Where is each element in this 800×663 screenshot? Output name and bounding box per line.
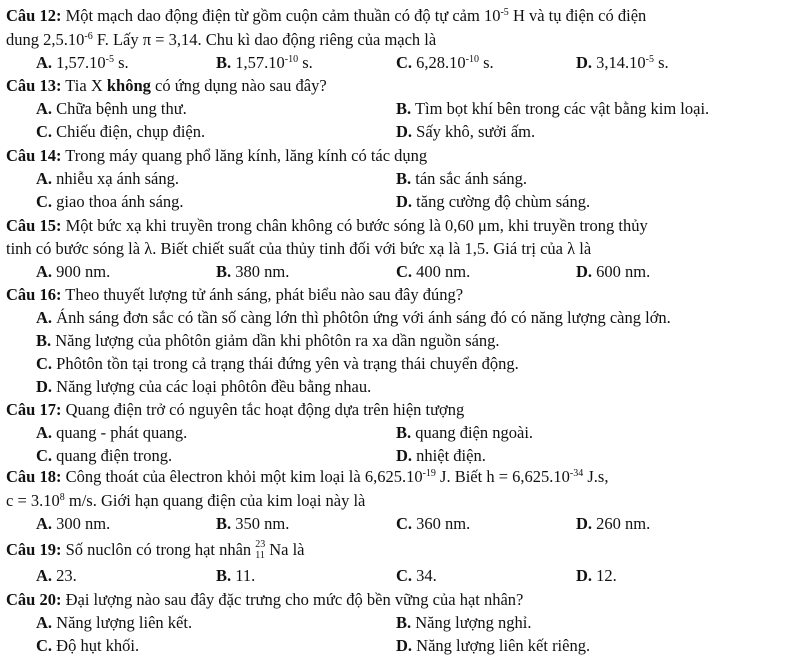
option-d: D. $3,14.10^{-5}$ s. [576, 53, 669, 72]
option-d: D. nhiệt điện. [396, 446, 486, 465]
option-a: A. quang - phát quang. [36, 423, 188, 442]
option-d: D. tăng cường độ chùm sáng. [396, 192, 591, 211]
option-d: D. Năng lượng của các loại phôtôn đều bằng nhau. [36, 377, 372, 396]
question-20-options-row2 [0, 636, 800, 656]
question-number: Câu 17: [6, 400, 62, 419]
option-b: B. Tìm bọt khí bên trong các vật bằng kim loại. [396, 99, 710, 118]
question-16-stem: Câu 16: Theo thuyết lượng tử ánh sáng, phát biểu nào sau đây đúng? [6, 285, 464, 304]
nuclide-notation: 23 11 [255, 539, 266, 561]
option-c: C. giao thoa ánh sáng. [36, 192, 184, 211]
question-20-options-row1 [0, 613, 800, 633]
question-13-options-row1 [0, 99, 800, 119]
question-14-stem: Câu 14: Trong máy quang phổ lăng kính, lăng kính có tác dụng [6, 146, 428, 165]
option-c: C. Phôtôn tồn tại trong cả trạng thái đứng yên và trạng thái chuyển động. [36, 354, 519, 373]
option-a: A. 300 nm. [36, 514, 111, 533]
question-15-options [0, 262, 800, 282]
question-13-options-row2 [0, 122, 800, 142]
question-19-options [0, 566, 800, 586]
question-18-stem: Câu 18: Công thoát của êlectron khỏi một kim loại là $6,625.10^{-19}$ J. Biết $h = 6,625.10^{-34}$ J.s, [6, 467, 609, 486]
question-number: Câu 15: [6, 216, 62, 235]
question-number: Câu 19: [6, 540, 62, 559]
question-number: Câu 18: [6, 467, 62, 486]
option-b: B. quang điện ngoài. [396, 423, 534, 442]
option-b: B. 380 nm. [216, 262, 290, 281]
option-d: D. Sấy khô, sưởi ấm. [396, 122, 536, 141]
question-number: Câu 12: [6, 6, 62, 25]
question-15-stem: Câu 15: Một bức xạ khi truyền trong chân không có bước sóng là 0,60 μm, khi truyền trong thủy [6, 216, 648, 235]
option-d: D. 260 nm. [576, 514, 651, 533]
option-b: B. tán sắc ánh sáng. [396, 169, 528, 188]
question-17-options-row2 [0, 446, 800, 466]
option-a: A. nhiễu xạ ánh sáng. [36, 169, 179, 188]
question-15-stem-line2: tinh có bước sóng là λ. Biết chiết suất của thủy tinh đối với bức xạ là 1,5. Giá trị của λ là [6, 239, 592, 258]
question-18-options [0, 514, 800, 534]
option-c: C. $6,28.10^{-10}$ s. [396, 53, 494, 72]
option-b: B. $1,57.10^{-10}$ s. [216, 53, 313, 72]
option-b: B. Năng lượng nghỉ. [396, 613, 532, 632]
question-13-stem: Câu 13: Tia X không có ứng dụng nào sau đây? [6, 76, 327, 95]
option-b: B. Năng lượng của phôtôn giảm dần khi phôtôn ra xa dần nguồn sáng. [36, 331, 500, 350]
question-number: Câu 16: [6, 285, 62, 304]
question-16-option-a [0, 308, 800, 328]
option-c: C. Chiếu điện, chụp điện. [36, 122, 206, 141]
question-17-stem: Câu 17: Quang điện trở có nguyên tắc hoạt động dựa trên hiện tượng [6, 400, 465, 419]
option-d: D. Năng lượng liên kết riêng. [396, 636, 591, 655]
option-c: C. 34. [396, 566, 437, 585]
question-number: Câu 14: [6, 146, 62, 165]
question-12-options [0, 53, 800, 73]
question-18-stem-line2: $c = 3.10^8$ m/s. Giới hạn quang điện của kim loại này là [6, 491, 366, 510]
option-a: A. 23. [36, 566, 77, 585]
option-c: C. 360 nm. [396, 514, 471, 533]
option-a: A. $1,57.10^{-5}$ s. [36, 53, 129, 72]
option-a: A. 900 nm. [36, 262, 111, 281]
question-19-stem: Câu 19: Số nuclôn có trong hạt nhân 23 11 Na là [6, 539, 305, 561]
question-14-options-row1 [0, 169, 800, 189]
option-c: C. Độ hụt khối. [36, 636, 140, 655]
question-12-stem: Câu 12: Một mạch dao động điện từ gồm cuộn cảm thuần có độ tự cảm $10^{-5}$ H và tụ điện có điện [6, 6, 647, 25]
question-16-option-c [0, 354, 800, 374]
option-a: A. Chữa bệnh ung thư. [36, 99, 187, 118]
question-12-stem-line2: dung $2,5.10^{-6}$ F. Lấy π = 3,14. Chu kì dao động riêng của mạch là [6, 30, 437, 49]
question-16-option-d [0, 377, 800, 397]
option-c: C. 400 nm. [396, 262, 471, 281]
option-b: B. 350 nm. [216, 514, 290, 533]
option-b: B. 11. [216, 566, 256, 585]
option-a: A. Ánh sáng đơn sắc có tần số càng lớn thì phôtôn ứng với ánh sáng đó có năng lượng càng lớn. [36, 308, 671, 327]
question-17-options-row1 [0, 423, 800, 443]
option-c: C. quang điện trong. [36, 446, 173, 465]
question-16-option-b [0, 331, 800, 351]
question-14-options-row2 [0, 192, 800, 212]
question-number: Câu 13: [6, 76, 62, 95]
question-20-stem: Câu 20: Đại lượng nào sau đây đặc trưng cho mức độ bền vững của hạt nhân? [6, 590, 524, 609]
option-d: D. 600 nm. [576, 262, 651, 281]
option-d: D. 12. [576, 566, 617, 585]
question-number: Câu 20: [6, 590, 62, 609]
option-a: A. Năng lượng liên kết. [36, 613, 193, 632]
